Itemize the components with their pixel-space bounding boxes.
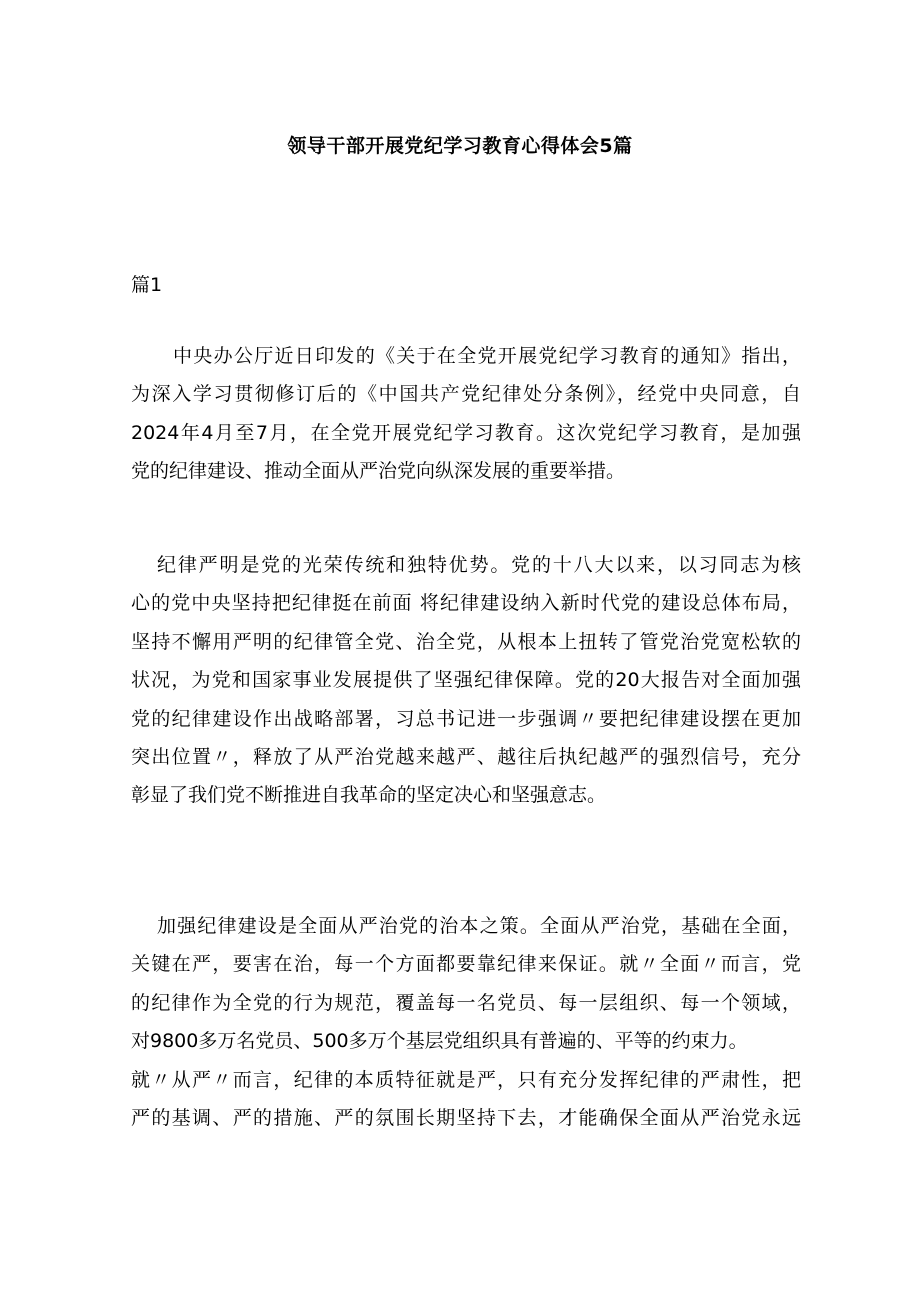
paragraph-line: 党的纪律建设、推动全面从严治党向纵深发展的重要举措。 [131, 460, 626, 483]
paragraph-line: 为深入学习贯彻修订后的《中国共产党纪律处分条例》，经党中央同意，自 [131, 383, 801, 406]
paragraph-line: 坚持不懈用严明的纪律管全党、治全党，从根本上扭转了管党治党宽松软的 [131, 630, 801, 653]
paragraph-line: 状况，为党和国家事业发展提供了坚强纪律保障。党的20大报告对全面加强 [131, 669, 801, 692]
paragraph-line: 的纪律作为全党的行为规范，覆盖每一名党员、每一层组织、每一个领域， [131, 991, 801, 1014]
paragraph-line: 对9800多万名党员、500多万个基层党组织具有普遍的、平等的约束力。 [131, 1030, 748, 1053]
paragraph-1 [131, 337, 801, 491]
paragraph-line: 纪律严明是党的光荣传统和独特优势。党的十八大以来，以习同志为核 [157, 554, 801, 576]
paragraph-line: 2024年4月至7月，在全党开展党纪学习教育。这次党纪学习教育，是加强 [131, 421, 801, 444]
document-title: 领导干部开展党纪学习教育心得体会5篇 [287, 135, 633, 157]
paragraph-line: 严的基调、严的措施、严的氛围长期坚持下去，才能确保全面从严治党永远 [131, 1106, 801, 1129]
paragraph-line: 关键在严，要害在治，每一个方面都要靠纪律来保证。就〃全面〃而言，党 [131, 953, 801, 976]
paragraph-line: 党的纪律建设作出战略部署，习总书记进一步强调〃要把纪律建设摆在更加 [131, 707, 801, 730]
paragraph-line: 心的党中央坚持把纪律挺在前面 将纪律建设纳入新时代党的建设总体布局， [131, 592, 801, 615]
paragraph-line: 就〃从严〃而言，纪律的本质特征就是严，只有充分发挥纪律的严肃性，把 [131, 1068, 801, 1091]
paragraph-2 [131, 546, 801, 815]
paragraph-line: 加强纪律建设是全面从严治党的治本之策。全面从严治党，基础在全面， [157, 915, 801, 937]
paragraph-line: 彰显了我们党不断推进自我革命的坚定决心和坚强意志。 [131, 784, 607, 807]
paragraph-line: 中央办公厅近日印发的《关于在全党开展党纪学习教育的通知》指出， [173, 345, 801, 367]
paragraph-3 [131, 907, 801, 1137]
section-heading: 篇1 [131, 274, 163, 296]
paragraph-line: 突出位置〃，释放了从严治党越来越严、越往后执纪越严的强烈信号，充分 [131, 745, 801, 768]
